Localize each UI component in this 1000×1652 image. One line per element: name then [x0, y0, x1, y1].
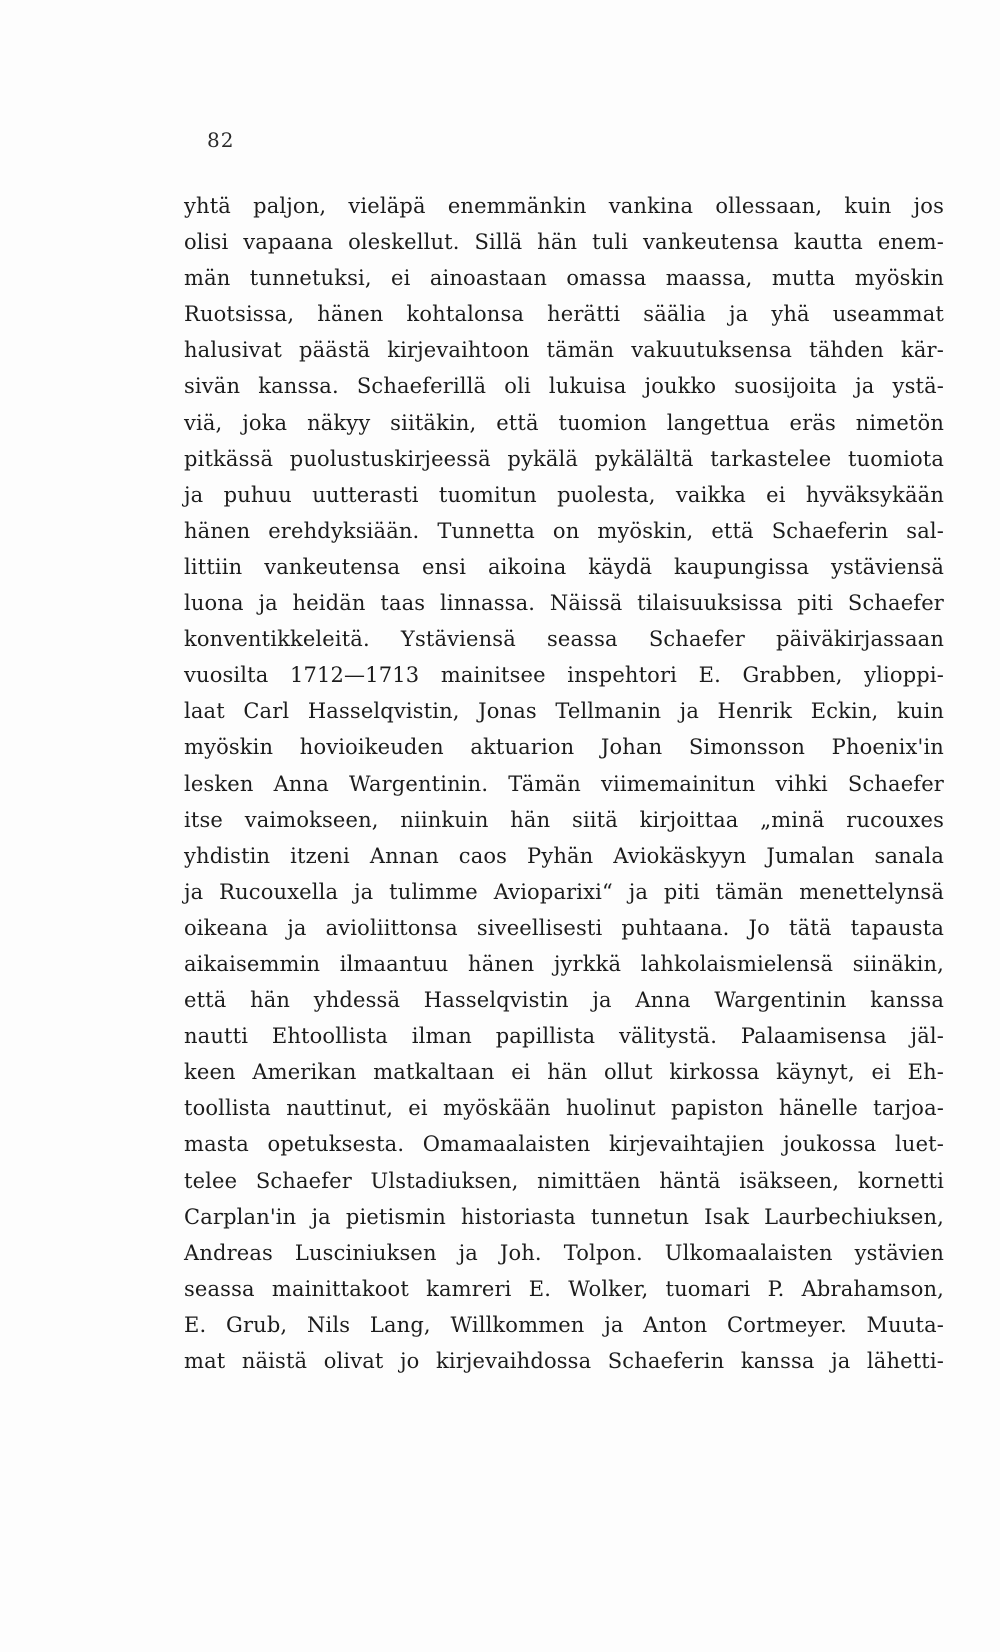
text-line: viä, joka näkyy siitäkin, että tuomion langettua eräs nimetön	[184, 410, 944, 435]
text-line: halusivat päästä kirjevaihtoon tämän vakuutuksensa tähden kär-	[184, 338, 944, 363]
text-line: sivän kanssa. Schaeferillä oli lukuisa joukko suosijoita ja ystä-	[184, 374, 944, 399]
text-line: yhtä paljon, vieläpä enemmänkin vankina ollessaan, kuin jos	[184, 194, 944, 218]
text-line: seassa mainittakoot kamreri E. Wolker, tuomari P. Abrahamson,	[184, 1276, 944, 1301]
text-line: mat näistä olivat jo kirjevaihdossa Schaeferin kanssa ja lähetti-	[184, 1349, 944, 1373]
body-text	[184, 188, 944, 1379]
text-line: vuosilta 1712—1713 mainitsee inspehtori E. Grabben, ylioppi-	[184, 663, 944, 688]
text-line: oikeana ja avioliittonsa siveellisesti puhtaana. Jo tätä tapausta	[184, 915, 944, 940]
text-line: ja Rucouxella ja tulimme Avioparixi“ ja piti tämän menettelynsä	[184, 879, 944, 904]
text-line: toollista nauttinut, ei myöskään huolinut papiston hänelle tarjoa-	[184, 1096, 944, 1121]
text-line: lesken Anna Wargentinin. Tämän viimemainitun vihki Schaefer	[184, 771, 944, 796]
text-line: olisi vapaana oleskellut. Sillä hän tuli vankeutensa kautta enem-	[184, 230, 944, 255]
text-line: että hän yhdessä Hasselqvistin ja Anna Wargentinin kanssa	[184, 988, 944, 1013]
text-line: keen Amerikan matkaltaan ei hän ollut kirkossa käynyt, ei Eh-	[184, 1060, 944, 1085]
text-line: yhdistin itzeni Annan caos Pyhän Aviokäskyyn Jumalan sanala	[184, 843, 944, 868]
text-line: hänen erehdyksiään. Tunnetta on myöskin, että Schaeferin sal-	[184, 518, 944, 543]
text-line: telee Schaefer Ulstadiuksen, nimittäen häntä isäkseen, kornetti	[184, 1168, 944, 1193]
text-line: konventikkeleitä. Ystäviensä seassa Schaefer päiväkirjassaan	[184, 627, 944, 652]
text-line: Ruotsissa, hänen kohtalonsa herätti säälia ja yhä useammat	[184, 302, 944, 327]
text-line: Andreas Lusciniuksen ja Joh. Tolpon. Ulkomaalaisten ystävien	[184, 1240, 944, 1265]
text-line: luona ja heidän taas linnassa. Näissä tilaisuuksissa piti Schaefer	[184, 591, 944, 616]
text-line: masta opetuksesta. Omamaalaisten kirjevaihtajien joukossa luet-	[184, 1132, 944, 1157]
text-line: myöskin hovioikeuden aktuarion Johan Simonsson Phoenix'in	[184, 735, 944, 760]
text-line: Carplan'in ja pietismin historiasta tunnetun Isak Laurbechiuksen,	[184, 1204, 944, 1229]
page-number: 82	[207, 128, 235, 152]
text-line: laat Carl Hasselqvistin, Jonas Tellmanin ja Henrik Eckin, kuin	[184, 699, 944, 724]
text-line: pitkässä puolustuskirjeessä pykälä pykälältä tarkastelee tuomiota	[184, 446, 944, 471]
text-line: aikaisemmin ilmaantuu hänen jyrkkä lahkolaismielensä siinäkin,	[184, 951, 944, 976]
text-line: littiin vankeutensa ensi aikoina käydä kaupungissa ystäviensä	[184, 554, 944, 579]
text-line: män tunnetuksi, ei ainoastaan omassa maassa, mutta myöskin	[184, 266, 944, 291]
text-line: ja puhuu uutterasti tuomitun puolesta, vaikka ei hyväksykään	[184, 482, 944, 507]
text-line: E. Grub, Nils Lang, Willkommen ja Anton Cortmeyer. Muuta-	[184, 1312, 944, 1337]
text-line: itse vaimokseen, niinkuin hän siitä kirjoittaa „minä rucouxes	[184, 807, 944, 832]
text-line: nautti Ehtoollista ilman papillista välitystä. Palaamisensa jäl-	[184, 1024, 944, 1049]
